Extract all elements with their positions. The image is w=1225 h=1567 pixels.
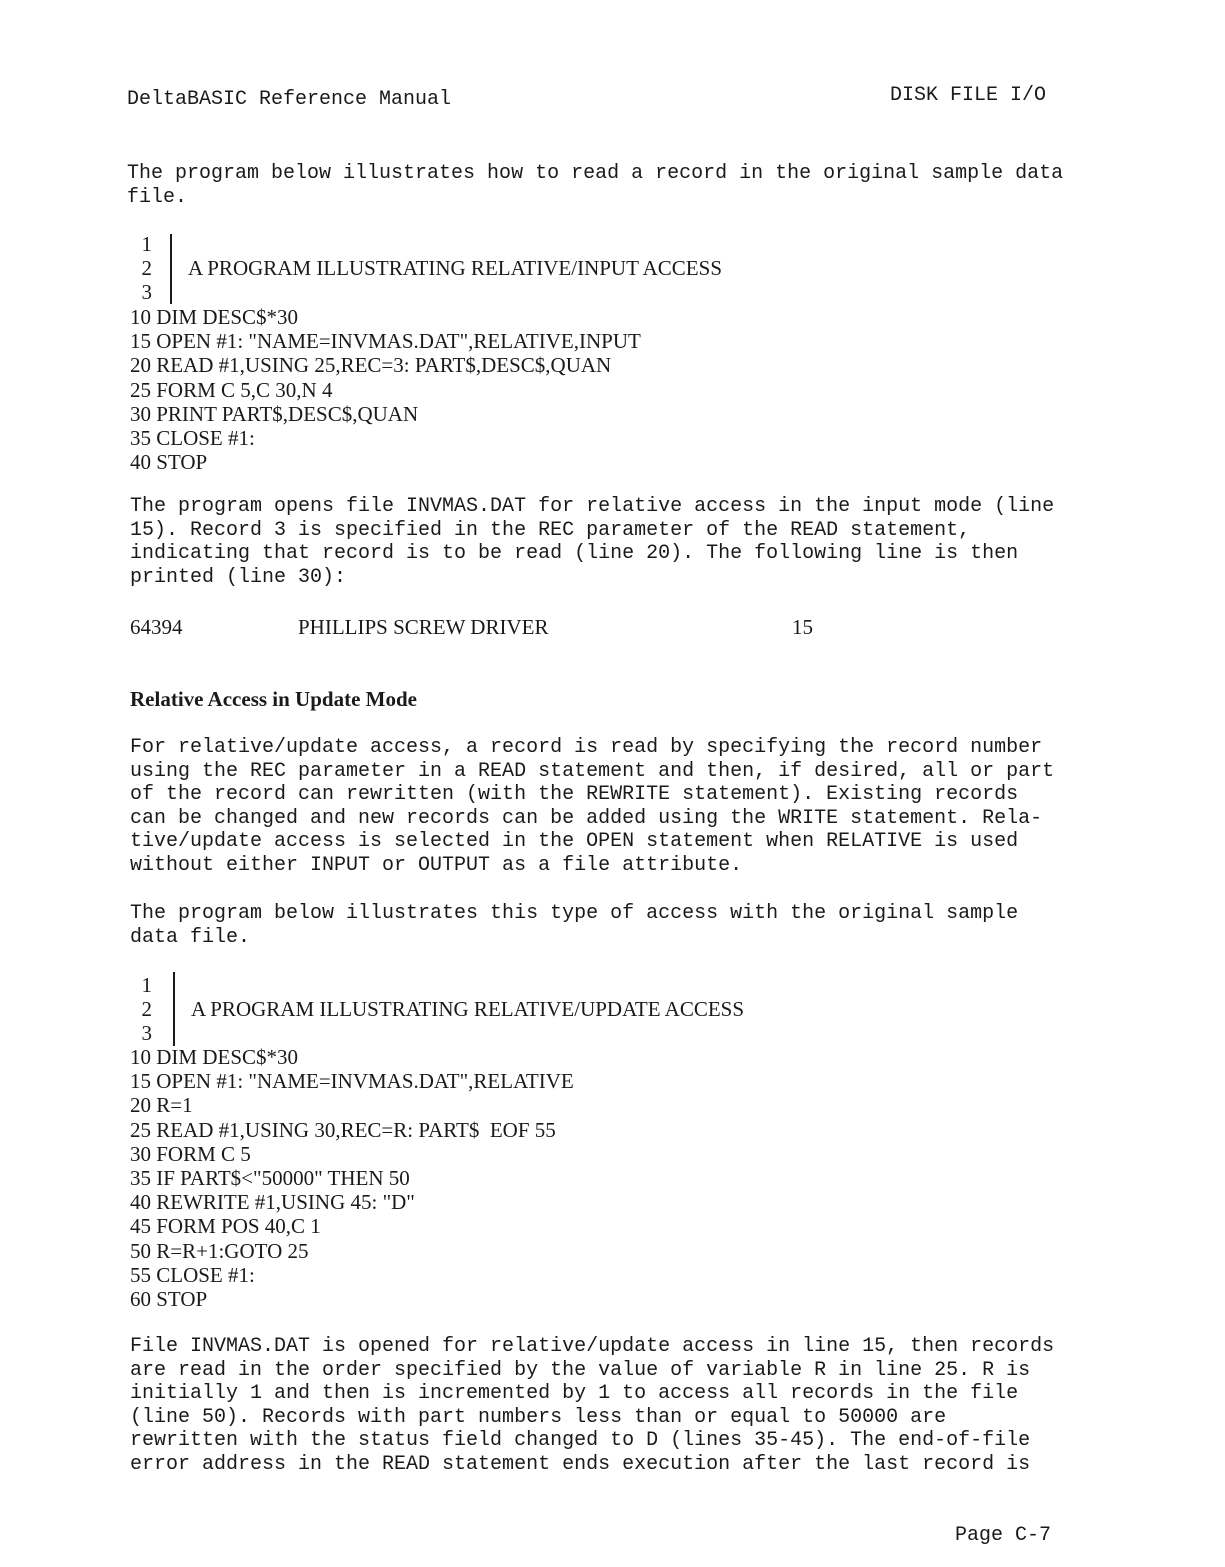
output-quan: 15	[792, 615, 813, 639]
code-line: 40 STOP	[130, 450, 208, 475]
program2-comment-block	[130, 973, 744, 1046]
code-line: 20 R=1	[130, 1093, 193, 1118]
output-part: 64394	[130, 615, 183, 639]
code-line: 25 FORM C 5,C 30,N 4	[130, 377, 333, 402]
code-line: 60 STOP	[130, 1287, 208, 1312]
program2-listing	[130, 1045, 574, 1311]
program1-comment-text: A PROGRAM ILLUSTRATING RELATIVE/INPUT ACCESS	[188, 256, 722, 281]
intro-paragraph: The program below illustrates how to read a record in the original sample data file.	[127, 162, 1064, 209]
code-line: 30 FORM C 5	[130, 1141, 251, 1166]
code-line: 10 DIM DESC$*30	[130, 1045, 299, 1069]
manual-title: DeltaBASIC Reference Manual	[127, 88, 452, 111]
code-line: 50 R=R+1:GOTO 25	[130, 1238, 309, 1263]
code-line: 20 READ #1,USING 25,REC=3: PART$,DESC$,QUAN	[130, 353, 612, 378]
comment-line-number: 2	[141, 997, 152, 1022]
comment-bar	[173, 972, 175, 1046]
comment-line-number: 1	[141, 232, 152, 256]
code-line: 10 DIM DESC$*30	[130, 305, 299, 329]
comment-line-number: 1	[141, 973, 152, 997]
program2-comment-text: A PROGRAM ILLUSTRATING RELATIVE/UPDATE ACCESS	[191, 997, 745, 1022]
explanation-paragraph-1: The program opens file INVMAS.DAT for relative access in the input mode (line 15). Record 3 is specified in the REC parameter of the READ statement, indicating that record is to be read (line 20). The following line is then printed (line 30):	[130, 495, 1055, 589]
comment-line-number: 2	[141, 256, 152, 281]
code-line: 30 PRINT PART$,DESC$,QUAN	[130, 401, 419, 426]
comment-bar	[170, 234, 172, 304]
program1-comment-block	[130, 232, 722, 305]
section-title: DISK FILE I/O	[890, 84, 1047, 107]
page-number: Page C-7	[955, 1524, 1052, 1547]
comment-line-number: 3	[141, 1021, 152, 1046]
code-line: 15 OPEN #1: "NAME=INVMAS.DAT",RELATIVE	[130, 1069, 574, 1094]
code-line: 15 OPEN #1: "NAME=INVMAS.DAT",RELATIVE,INPUT	[130, 329, 641, 354]
code-line: 45 FORM POS 40,C 1	[130, 1214, 321, 1239]
code-line: 25 READ #1,USING 30,REC=R: PART$ EOF 55	[130, 1117, 556, 1142]
intro-paragraph-2: The program below illustrates this type of access with the original sample data file.	[130, 902, 1019, 949]
code-line: 40 REWRITE #1,USING 45: "D"	[130, 1190, 415, 1215]
code-line: 35 IF PART$<"50000" THEN 50	[130, 1166, 410, 1191]
program1-listing	[130, 305, 641, 474]
code-line: 35 CLOSE #1:	[130, 426, 255, 451]
comment-line-number: 3	[141, 280, 152, 305]
output-desc: PHILLIPS SCREW DRIVER	[298, 615, 549, 639]
explanation-paragraph-2: File INVMAS.DAT is opened for relative/update access in line 15, then records are read in the order specified by the value of variable R in line 25. R is initially 1 and then is incremented by 1 to access all records in the file (line 50). Records with part numbers less than or equal to 50000 are rewritten with the status field changed to D (lines 35-45). The end-of-file error address in the READ statement ends execution after the last record is	[130, 1335, 1055, 1476]
section-heading: Relative Access in Update Mode	[130, 687, 417, 711]
update-paragraph: For relative/update access, a record is read by specifying the record number using the REC parameter in a READ statement and then, if desired, all or part of the record can rewritten (with the REWRITE statement). Existing records can be changed and new records can be added using the WRITE statement. Rela- tive/update access is selected in the OPEN statement when RELATIVE is used without either INPUT or OUTPUT as a file attribute.	[130, 736, 1055, 877]
code-line: 55 CLOSE #1:	[130, 1262, 255, 1287]
